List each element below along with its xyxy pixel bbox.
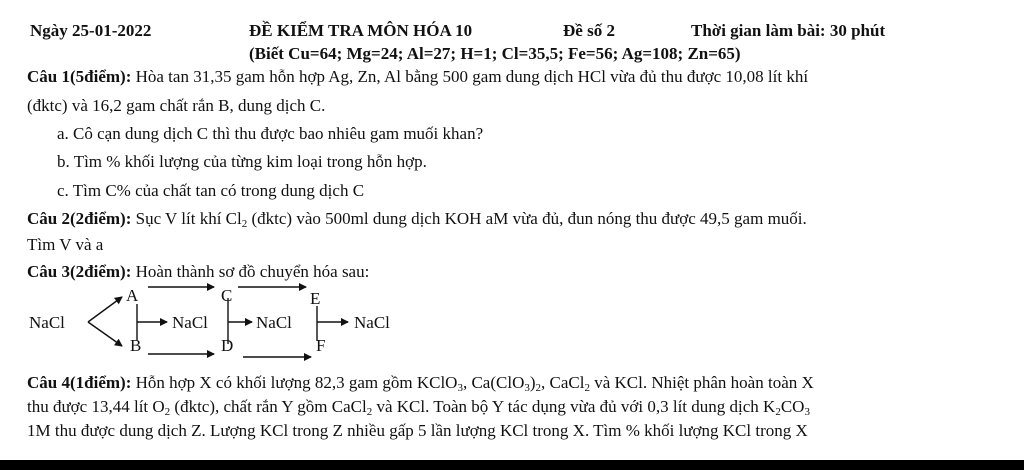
diagram-nacl-2: NaCl: [256, 313, 292, 332]
q4-sub-3: 2: [535, 382, 542, 394]
q4-text-1e: và KCl. Nhiệt phân hoàn toàn X: [589, 373, 814, 392]
arrow-nacl-to-a: [88, 297, 122, 322]
q4-text-1d: , CaCl: [541, 373, 585, 392]
atomic-masses: (Biết Cu=64; Mg=24; Al=27; H=1; Cl=35,5; Fe=56; Ag=108; Zn=65): [249, 44, 741, 63]
question-4: [27, 373, 814, 393]
question-4-line3: 1M thu được dung dịch Z. Lượng KCl trong Z nhiều gấp 5 lần lượng KCl trong X. Tìm % khối lượng KCl trong X: [27, 421, 808, 440]
question-2-sub: 2: [241, 218, 248, 230]
q4-sub-1: 3: [457, 382, 463, 394]
question-1b: b. Tìm % khối lượng của từng kim loại trong hỗn hợp.: [57, 152, 427, 171]
question-4-line2: [27, 397, 810, 417]
exam-title: ĐỀ KIỂM TRA MÔN HÓA 10: [249, 21, 473, 40]
question-2-label: Câu 2(2điểm):: [27, 209, 132, 228]
diagram-e: E: [310, 289, 321, 308]
question-1-text: Hòa tan 31,35 gam hỗn hợp Ag, Zn, Al bằng 500 gam dung dịch HCl vừa đủ thu được 10,08 lít khí: [131, 67, 809, 86]
q4-text-2a: thu được 13,44 lít O: [27, 397, 165, 416]
q4-sub-6: 2: [366, 406, 373, 418]
question-1-text-line2: (đktc) và 16,2 gam chất rắn B, dung dịch C.: [27, 96, 326, 115]
question-3-label: Câu 3(2điểm):: [27, 262, 132, 281]
q4-text-1b: , Ca(ClO: [462, 373, 525, 392]
q4-sub-7: 2: [775, 406, 781, 418]
question-3-text: Hoàn thành sơ đồ chuyển hóa sau:: [131, 262, 370, 281]
diagram-b: B: [130, 336, 142, 355]
q4-sub-5: 2: [164, 406, 171, 418]
question-2-text-a: Sục V lít khí Cl: [131, 209, 242, 228]
q4-text-2b: (đktc), chất rắn Y gồm CaCl: [170, 397, 367, 416]
q4-sub-2: 3: [524, 382, 530, 394]
diagram-start-nacl: NaCl: [29, 313, 65, 332]
diagram-d: D: [221, 336, 234, 355]
q4-sub-4: 2: [584, 382, 590, 394]
exam-date: Ngày 25-01-2022: [30, 21, 152, 40]
exam-number: Đề số 2: [563, 21, 615, 40]
q4-sub-8: 3: [804, 406, 810, 418]
q4-text-1c: ): [529, 373, 536, 392]
diagram-a: A: [126, 286, 139, 305]
q4-text-2c: và KCl. Toàn bộ Y tác dụng vừa đủ với 0,3 lít dung dịch K: [372, 397, 776, 416]
question-2-text-b: (đktc) vào 500ml dung dịch KOH aM vừa đủ, đun nóng thu được 49,5 gam muối.: [247, 209, 807, 228]
diagram-c: C: [221, 286, 233, 305]
diagram-nacl-1: NaCl: [172, 313, 208, 332]
q4-text-2d: CO: [780, 397, 805, 416]
arrow-nacl-to-b: [88, 322, 122, 346]
question-4-label: Câu 4(1điểm):: [27, 373, 132, 392]
question-1a: a. Cô cạn dung dịch C thì thu được bao nhiêu gam muối khan?: [57, 124, 484, 143]
exam-time: Thời gian làm bài: 30 phút: [691, 21, 886, 40]
question-1-label: Câu 1(5điểm):: [27, 67, 132, 86]
diagram-nacl-3: NaCl: [354, 313, 390, 332]
question-2-line2: Tìm V và a: [27, 235, 104, 254]
q4-text-1a: Hỗn hợp X có khối lượng 82,3 gam gồm KClO: [131, 373, 458, 392]
bottom-border: [0, 460, 1024, 470]
diagram-f: F: [316, 336, 326, 355]
question-1c: c. Tìm C% của chất tan có trong dung dịch C: [57, 181, 365, 200]
